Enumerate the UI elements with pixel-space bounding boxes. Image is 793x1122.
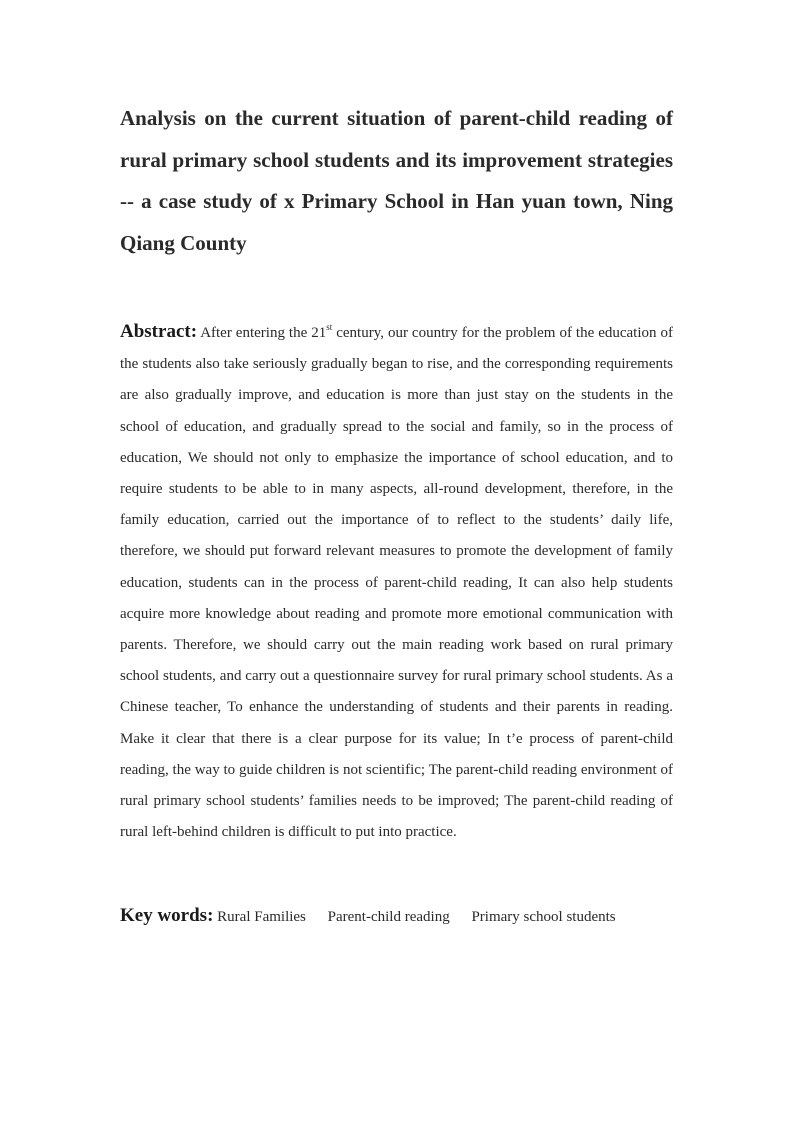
keywords-label: Key words: <box>120 905 214 927</box>
paper-title: Analysis on the current situation of parent-child reading of rural primary school students and its improvement strategies -- a case study of x Primary School in Han yuan town, Ning Qiang County <box>120 106 673 255</box>
abstract-label: Abstract: <box>120 321 198 342</box>
document-page <box>120 98 673 933</box>
keyword-item: Parent-child reading <box>327 909 450 926</box>
abstract-lead-superscript: st <box>326 322 333 332</box>
keyword-item: Rural Families <box>217 909 306 926</box>
abstract-section <box>120 316 673 848</box>
abstract-lead: After entering the 21 <box>200 325 327 341</box>
keyword-item: Primary school students <box>471 909 616 926</box>
abstract-body: century, our country for the problem of the education of the students also take seriously gradually began to rise, and the corresponding requirements are also gradually improve, and education is more than just stay on the students in the school of education, and gradually spread to the social and family, so in the process of education, We should not only to emphasize the importance of school education, and to require students to be able to in many aspects, all-round development, therefore, in the family education, carried out the importance of to reflect to the students’ daily life, therefore, we should put forward relevant measures to promote the development of family education, students can in the process of parent-child reading, It can also help students acquire more knowledge about reading and promote more emotional communication with parents. Therefore, we should carry out the main reading work based on rural primary school students, and carry out a questionnaire survey for rural primary school students. As a Chinese teacher, To enhance the understanding of students and their parents in reading. Make it clear that there is a clear purpose for its value; In t’e process of parent-child reading, the way to guide children is not scientific; The parent-child reading environment of rural primary school students’ families needs to be improved; The parent-child reading of rural left-behind children is difficult to put into practice. <box>120 325 673 841</box>
keywords-section <box>120 900 673 933</box>
